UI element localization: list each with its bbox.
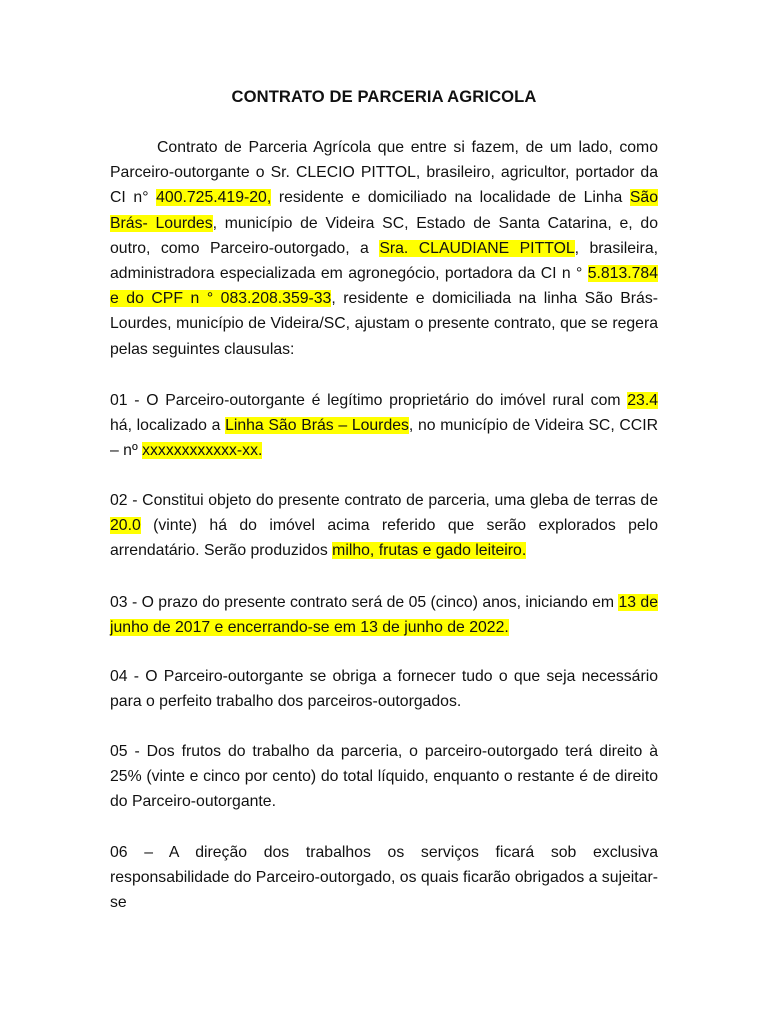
intro-text-4: , brasileira, administradora especializada em agronegócio, portadora da CI n ° [110,239,658,283]
highlight-gleba-area: 20.0 [110,517,141,535]
highlight-location: Linha São Brás – Lourdes [225,417,409,435]
clause-01-text-3: , no município de Videira SC, CCIR – nº [110,417,659,460]
intro-text-2: residente e domiciliado na localidade de Linha [271,189,630,207]
clause-01-text-1: 01 - O Parceiro-outorgante é legítimo proprietário do imóvel rural com [110,392,628,409]
highlight-ci-number: 400.725.419-20, [156,189,272,207]
clause-03 [110,590,658,640]
intro-text-3: , município de Videira SC, Estado de Santa Catarina, e, do outro, como Parceiro-outorgado, a [110,214,658,257]
clause-06-text: 06 – A direção dos trabalhos os serviços ficará sob exclusiva responsabilidade do Parceiro-outorgado, os quais ficarão obrigados a sujeitar-se [110,844,658,912]
clause-02 [110,488,658,564]
clause-04-text: 04 - O Parceiro-outorgante se obriga a fornecer tudo o que seja necessário para o perfeito trabalho dos parceiros-outorgados. [110,668,658,711]
intro-paragraph [110,135,658,362]
clause-01 [110,388,658,464]
clause-03-text-1: 03 - O prazo do presente contrato será de 05 (cinco) anos, iniciando em [110,594,619,611]
clause-01-text-2: há, localizado a [110,417,226,435]
clause-04 [110,664,658,714]
highlight-area: 23.4 [627,392,658,409]
document-title: CONTRATO DE PARCERIA AGRICOLA [231,87,537,106]
clause-06 [110,840,658,916]
highlight-locality: São Brás- Lourdes [110,189,658,232]
highlight-products: milho, frutas e gado leiteiro. [332,542,527,560]
clause-05 [110,739,658,815]
clause-02-text-2: (vinte) há do imóvel acima referido que serão explorados pelo arrendatário. Serão produzidos [110,517,658,560]
highlight-partner-name: Sra. CLAUDIANE PITTOL [379,239,575,257]
clause-05-text: 05 - Dos frutos do trabalho da parceria, o parceiro-outorgado terá direito à 25% (vinte e cinco por cento) do total líquido, enquanto o restante é de direito do Parceiro-outorgante. [110,743,658,811]
highlight-documents: 5.813.784 e do CPF n ° 083.208.359-33 [110,265,658,308]
intro-text-1: Contrato de Parceria Agrícola que entre si fazem, de um lado, como Parceiro-outorgante o Sr. CLECIO PITTOL, brasileiro, agricultor, portador da CI n° [110,139,658,207]
highlight-ccir: xxxxxxxxxxxx-xx. [142,442,263,460]
intro-text-5: , residente e domiciliada na linha São Brás- Lourdes, município de Videira/SC, ajustam o presente contrato, que se regera pelas seguintes clausulas: [110,290,658,358]
highlight-term-dates: 13 de junho de 2017 e encerrando-se em 13 de junho de 2022. [110,594,659,637]
clause-02-text-1: 02 - Constitui objeto do presente contrato de parceria, uma gleba de terras de [110,492,658,509]
